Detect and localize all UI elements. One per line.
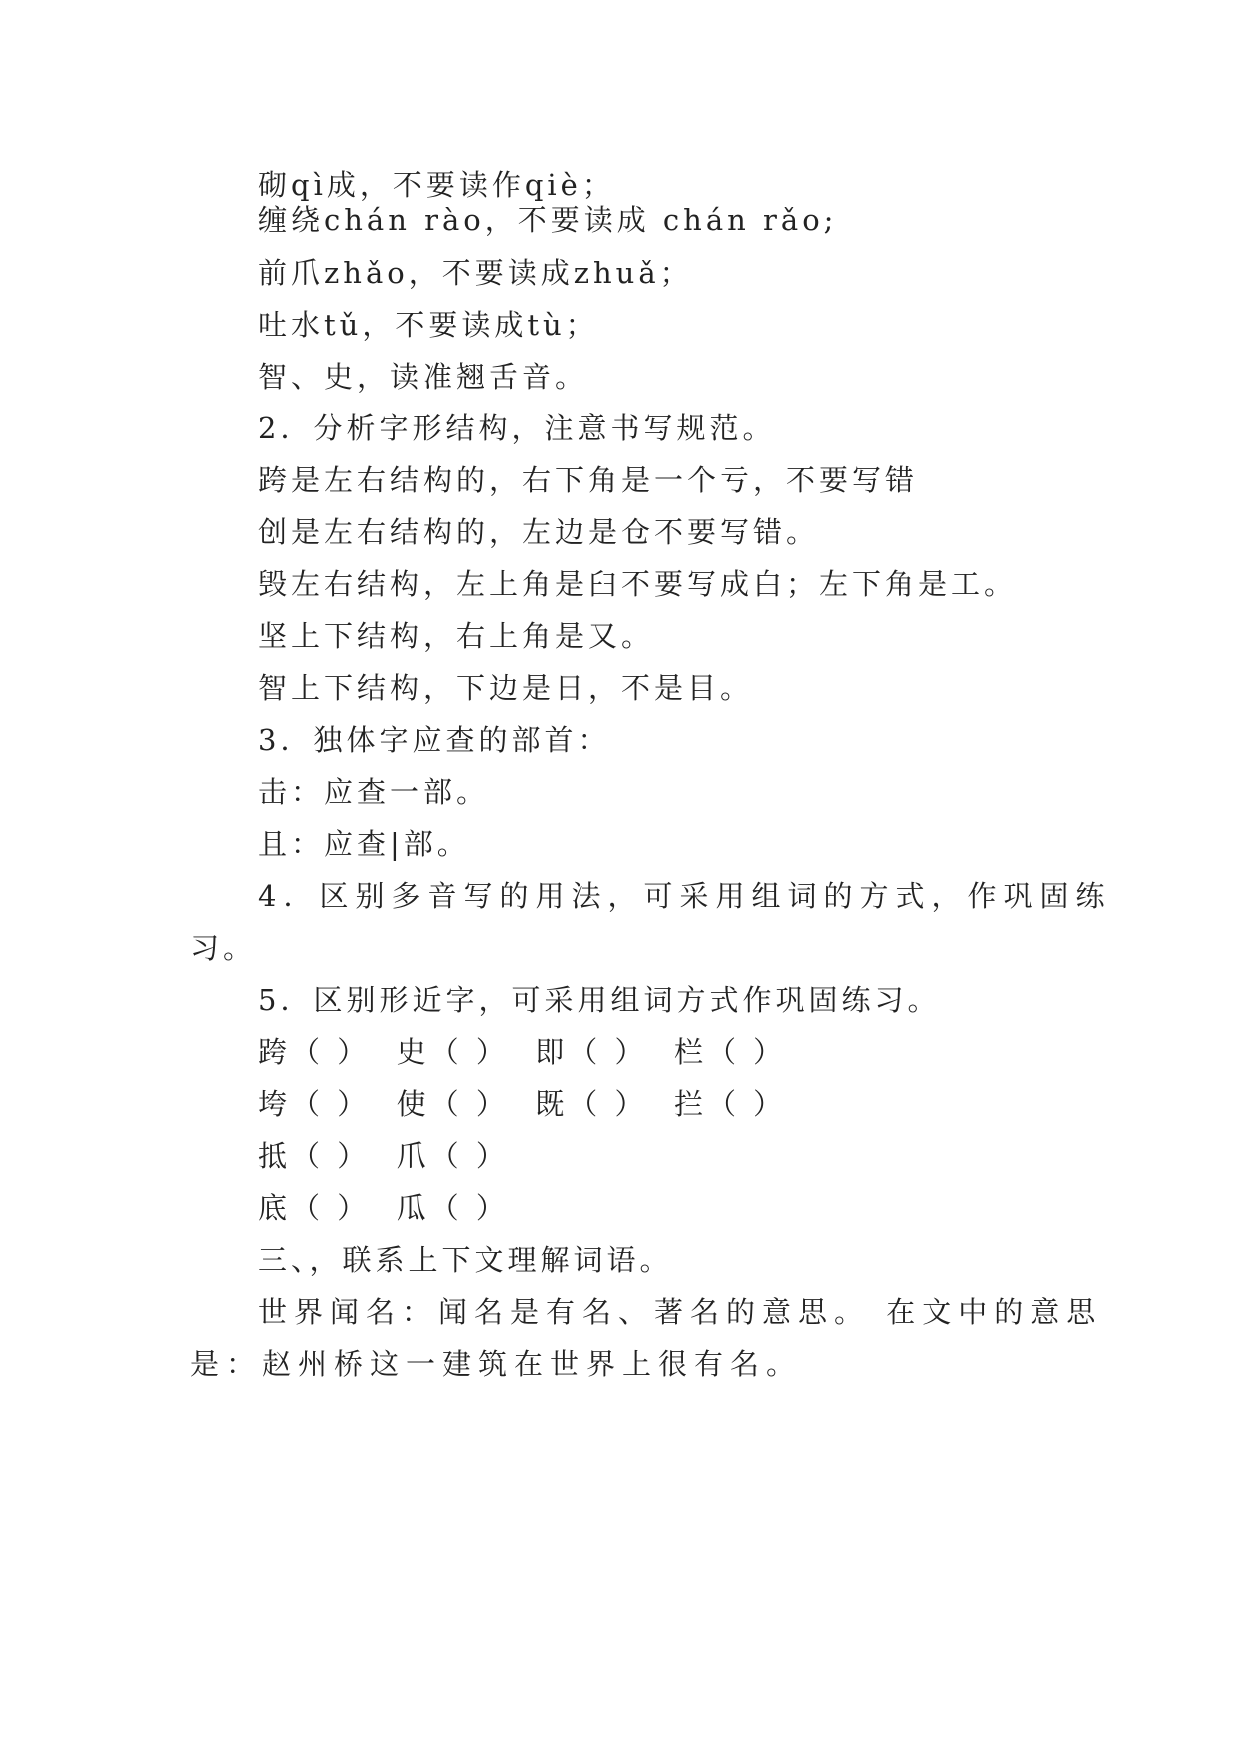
section-heading-2: 2．分析字形结构，注意书写规范。 <box>258 411 776 445</box>
radical-note-ji: 击：应查一部。 <box>258 775 490 809</box>
vocabulary-note-continuation: 是：赵州桥这一建筑在世界上很有名。 <box>190 1347 803 1381</box>
exercise-row-1: 跨（ ） 史（ ） 即（ ） 栏（ ） <box>258 1035 787 1069</box>
pronunciation-note-qi: 砌qì成，不要读作qiè； <box>258 168 615 202</box>
pronunciation-note-zhao: 前爪zhǎo，不要读成zhuǎ； <box>258 256 693 290</box>
section-heading-4: 4．区别多音写的用法，可采用组词的方式，作巩固练 <box>258 879 1112 913</box>
pronunciation-note-retroflex: 智、史，读准翘舌音。 <box>258 360 589 394</box>
structure-note-jian: 坚上下结构，右上角是又。 <box>258 619 655 653</box>
section-heading-5: 5．区别形近字，可采用组词方式作巩固练习。 <box>258 983 941 1017</box>
section-heading-4-continuation: 习。 <box>190 931 257 965</box>
vocabulary-note-shijiewenming: 世界闻名：闻名是有名、著名的意思。 在文中的意思 <box>258 1295 1103 1329</box>
exercise-row-4: 底（ ） 瓜（ ） <box>258 1191 509 1225</box>
structure-note-chuang: 创是左右结构的，左边是仓不要写错。 <box>258 515 820 549</box>
pronunciation-note-tu: 吐水tǔ，不要读成tù； <box>258 308 599 342</box>
structure-note-zhi: 智上下结构，下边是日，不是目。 <box>258 671 754 705</box>
exercise-row-2: 垮（ ） 使（ ） 既（ ） 拦（ ） <box>258 1087 787 1121</box>
structure-note-kua: 跨是左右结构的，右下角是一个亏，不要写错 <box>258 463 919 497</box>
pronunciation-note-chanrao: 缠绕chán rào，不要读成 chán rǎo; <box>258 203 838 237</box>
section-heading-three: 三、，联系上下文理解词语。 <box>258 1243 673 1277</box>
section-heading-3: 3．独体字应查的部首： <box>258 723 611 757</box>
structure-note-hui: 毁左右结构，左上角是臼不要写成白；左下角是工。 <box>258 567 1018 601</box>
exercise-row-3: 抵（ ） 爪（ ） <box>258 1139 509 1173</box>
radical-note-qie: 且：应查|部。 <box>258 827 470 861</box>
